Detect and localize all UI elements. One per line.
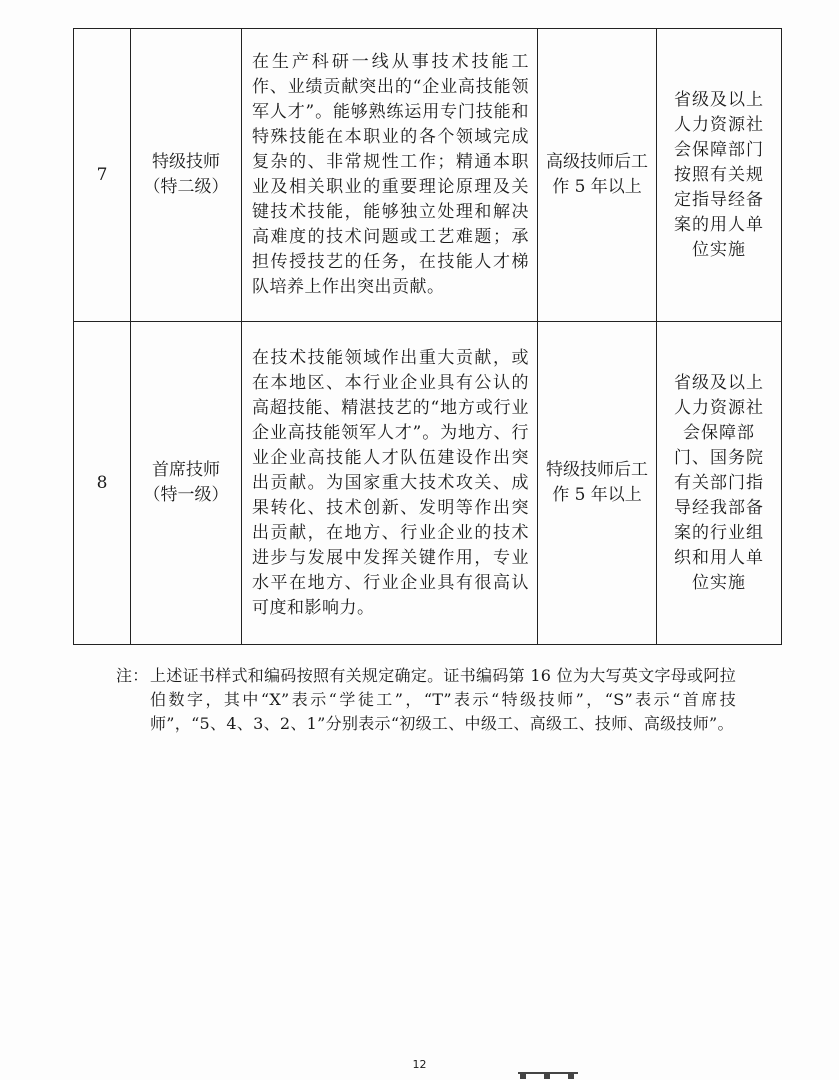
- scan-artifact: [518, 1072, 578, 1082]
- level-name-line2: （特一级）: [143, 485, 229, 505]
- level-name: [131, 322, 242, 645]
- skill-level-table: [73, 28, 782, 645]
- level-condition: 特级技师后工作 5 年以上: [538, 322, 657, 645]
- level-number: 8: [74, 322, 131, 645]
- level-requirement: 在技术技能领域作出重大贡献，或在本地区、本行业企业具有公认的高超技能、精湛技艺的“地方或行业企业高技能领军人才”。为地方、行业企业高技能人才队伍建设作出突出贡献。为国家重大技术攻关、成果转化、技术创新、发明等作出突出贡献，在地方、行业企业的技术进步与发展中发挥关键作用，专业水平在地方、行业企业具有很高认可度和影响力。: [242, 322, 538, 645]
- scan-artifact-mark: [544, 1073, 550, 1079]
- table-row: [74, 322, 782, 645]
- level-name-line2: （特二级）: [143, 177, 229, 197]
- page-number: 12: [412, 1058, 427, 1071]
- level-requirement: 在生产科研一线从事技术技能工作、业绩贡献突出的“企业高技能领军人才”。能够熟练运用专门技能和特殊技能在本职业的各个领域完成复杂的、非常规性工作；精通本职业及相关职业的重要理论原理及关键技术技能，能够独立处理和解决高难度的技术问题或工艺难题；承担传授技艺的任务，在技能人才梯队培养上作出突出贡献。: [242, 29, 538, 322]
- level-authority: 省级及以上人力资源社会保障部门、国务院有关部门指导经我部备案的行业组织和用人单位实施: [657, 322, 782, 645]
- level-name-line1: 特级技师: [152, 152, 220, 172]
- scan-artifact-mark: [520, 1073, 526, 1079]
- level-name-line1: 首席技师: [152, 460, 220, 480]
- footnote-text: 上述证书样式和编码按照有关规定确定。证书编码第 16 位为大写英文字母或阿拉伯数字，其中“X”表示“学徒工”，“T”表示“特级技师”，“S”表示“首席技师”，“5、4、3、2、1”分别表示“初级工、中级工、高级工、技师、高级技师”。: [150, 666, 736, 733]
- footnote: [116, 664, 736, 736]
- scan-artifact-mark: [568, 1073, 574, 1079]
- level-authority: 省级及以上人力资源社会保障部门按照有关规定指导经备案的用人单位实施: [657, 29, 782, 322]
- level-number: 7: [74, 29, 131, 322]
- level-condition: 高级技师后工作 5 年以上: [538, 29, 657, 322]
- level-name: [131, 29, 242, 322]
- footnote-label: 注：: [116, 666, 149, 685]
- table-row: [74, 29, 782, 322]
